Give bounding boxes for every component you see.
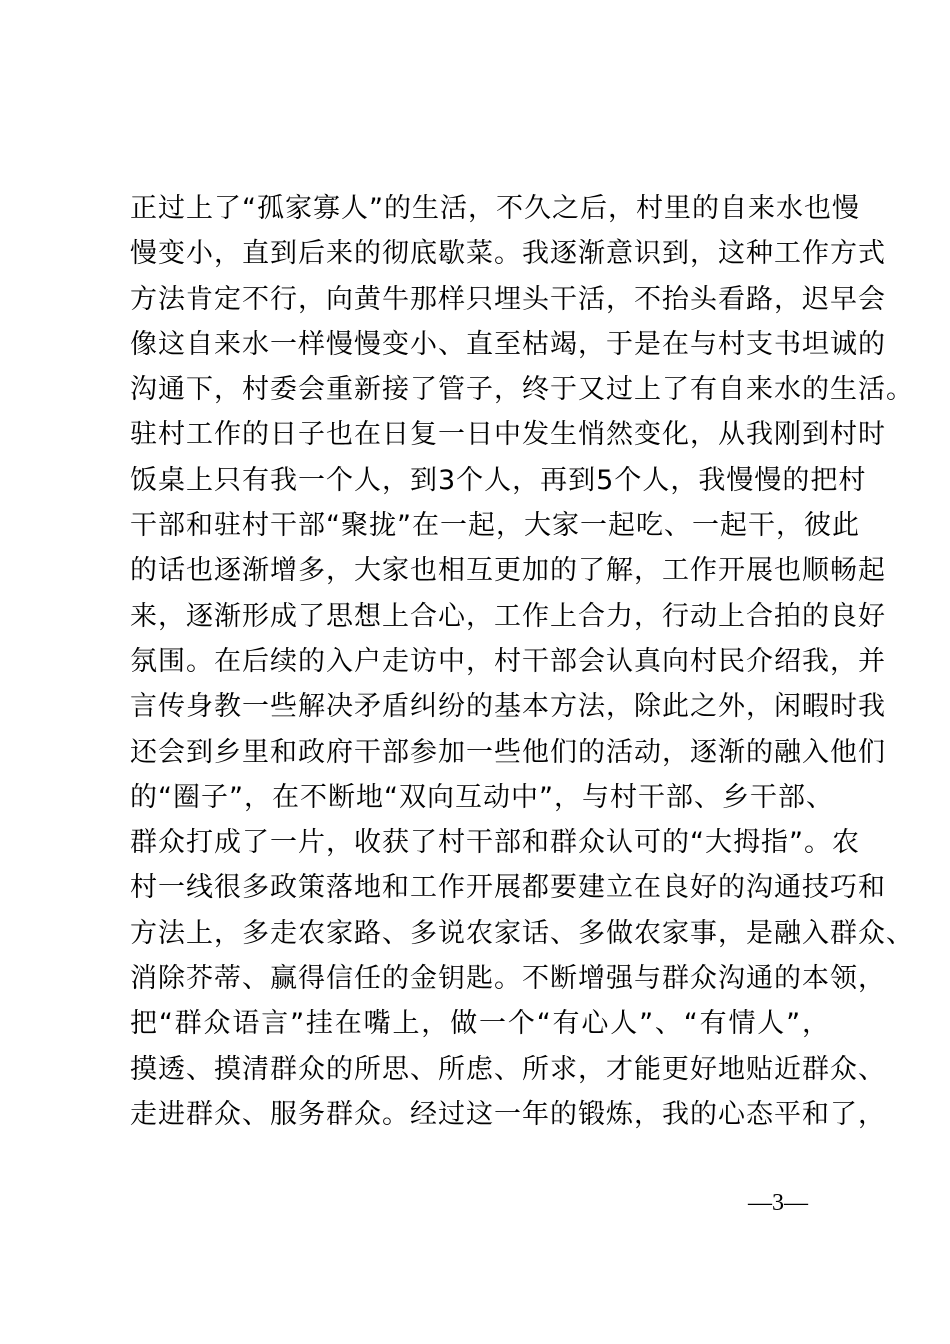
text-line: 方法上，多走农家路、多说农家话、多做农家事，是融入群众、 [130,917,914,949]
text-line: 像这自来水一样慢慢变小、直至枯竭，于是在与村支书坦诚的 [130,328,886,360]
text-line: 群众打成了一片，收获了村干部和群众认可的“大拇指”。农 [130,827,860,859]
text-line: 沟通下，村委会重新接了管子，终于又过上了有自来水的生活。 [130,374,914,406]
text-line: 言传身教一些解决矛盾纠纷的基本方法，除此之外，闲暇时我 [130,691,886,723]
text-line: 的话也逐渐增多，大家也相互更加的了解，工作开展也顺畅起 [130,555,886,587]
text-line: 驻村工作的日子也在日复一日中发生悄然变化，从我刚到村时 [130,419,886,451]
page-number: —3— [748,1190,808,1216]
text-line: 消除芥蒂、赢得信任的金钥匙。不断增强与群众沟通的本领， [130,963,886,995]
text-line: 慢变小，直到后来的彻底歇菜。我逐渐意识到，这种工作方式 [130,238,886,270]
text-line: 方法肯定不行，向黄牛那样只埋头干活，不抬头看路，迟早会 [130,283,886,315]
text-line: 走进群众、服务群众。经过这一年的锻炼，我的心态平和了， [130,1098,886,1130]
text-line: 饭桌上只有我一个人，到3个人，再到5个人，我慢慢的把村 [130,464,867,496]
text-line: 还会到乡里和政府干部参加一些他们的活动，逐渐的融入他们 [130,736,886,768]
text-line: 村一线很多政策落地和工作开展都要建立在良好的沟通技巧和 [130,872,886,904]
body-text [130,186,914,1137]
text-line: 氛围。在后续的入户走访中，村干部会认真向村民介绍我，并 [130,645,886,677]
text-line: 的“圈子”，在不断地“双向互动中”，与村干部、乡干部、 [130,781,834,813]
text-line: 来，逐渐形成了思想上合心，工作上合力，行动上合拍的良好 [130,600,886,632]
text-line: 正过上了“孤家寡人”的生活，不久之后，村里的自来水也慢 [130,193,860,224]
text-line: 把“群众语言”挂在嘴上，做一个“有心人”、“有情人”， [130,1008,830,1040]
text-line: 摸透、摸清群众的所思、所虑、所求，才能更好地贴近群众、 [130,1053,886,1085]
text-line: 干部和驻村干部“聚拢”在一起，大家一起吃、一起干，彼此 [130,510,860,542]
